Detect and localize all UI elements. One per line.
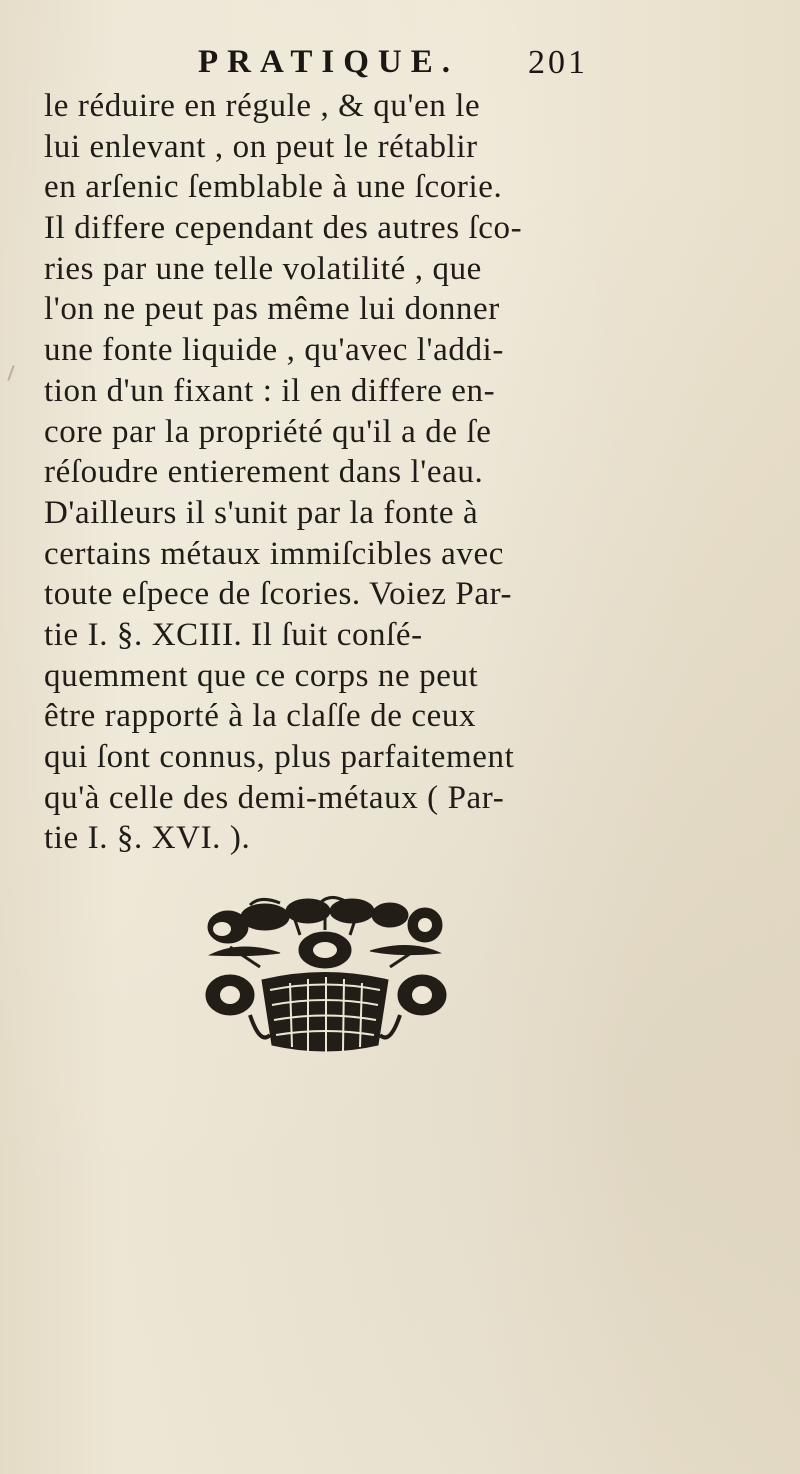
- text-line: qu'à celle des demi-métaux ( Par-: [44, 779, 505, 816]
- text-line: toute eſpece de ſcories. Voiez Par-: [44, 576, 513, 613]
- text-line: D'ailleurs il s'unit par la fonte à: [44, 494, 479, 531]
- margin-mark: [7, 365, 14, 381]
- text-line: tie I. §. XVI. ).: [44, 820, 251, 857]
- text-line: Il differe cependant des autres ſco-: [44, 210, 523, 247]
- text-line: tion d'un fixant : il en differe en-: [44, 372, 496, 409]
- text-line: réſoudre entierement dans l'eau.: [44, 454, 484, 491]
- text-line: qui ſont connus, plus parfaitement: [44, 739, 515, 775]
- text-line: quemment que ce corps ne peut: [44, 657, 479, 694]
- page-header: [0, 42, 800, 92]
- text-line: certains métaux immiſcibles avec: [44, 535, 504, 572]
- page-number: 201: [528, 44, 588, 81]
- body-text: [44, 86, 604, 859]
- text-line: lui enlevant , on peut le rétablir: [44, 128, 478, 165]
- text-line: une fonte liquide , qu'avec l'addi-: [44, 332, 504, 369]
- text-line: l'on ne peut pas même lui donner: [44, 291, 500, 328]
- text-line: tie I. §. XCIII. Il ſuit conſé-: [44, 616, 423, 653]
- text-line: core par la propriété qu'il a de ſe: [44, 413, 492, 450]
- running-title: PRATIQUE.: [198, 44, 459, 80]
- text-line: ries par une telle volatilité , que: [44, 250, 482, 287]
- text-line: le réduire en régule , & qu'en le: [44, 88, 481, 124]
- floral-basket-vignette-icon: [200, 895, 450, 1060]
- text-line: être rapporté à la claſſe de ceux: [44, 698, 477, 735]
- text-line: en arſenic ſemblable à une ſcorie.: [44, 169, 503, 206]
